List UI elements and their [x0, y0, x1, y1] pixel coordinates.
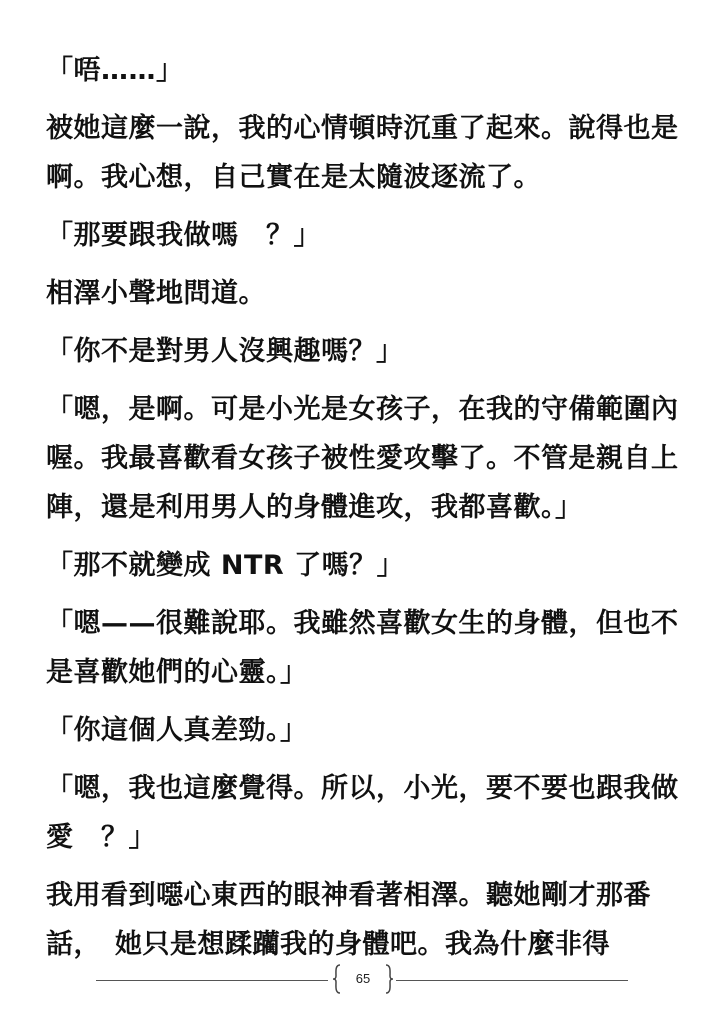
footer-rule-left: [96, 980, 328, 981]
paragraph-9: 「你這個人真差勁。」: [46, 715, 308, 746]
paragraph-10: 「嗯，我也這麼覺得。所以，小光，要不要也跟我做愛 ？」: [46, 773, 679, 853]
body-text: [46, 46, 686, 978]
paragraph-2: 被她這麼一說，我的心情頓時沉重了起來。說得也是啊。我心想，自己實在是太隨波逐流了。: [46, 113, 679, 193]
footer-rule-right: [396, 980, 628, 981]
paragraph-6: 「嗯，是啊。可是小光是女孩子，在我的守備範圍內喔。我最喜歡看女孩子被性愛攻擊了。不管是親自上陣，還是利用男人的身體進攻，我都喜歡。」: [46, 394, 679, 523]
paragraph-11: 我用看到噁心東西的眼神看著相澤。聽她剛才那番話， 她只是想蹂躪我的身體吧。我為什麼非得: [46, 880, 651, 960]
paragraph-4: 相澤小聲地問道。: [46, 278, 266, 309]
paragraph-3: 「那要跟我做嗎 ？」: [46, 220, 321, 251]
paragraph-1: 「唔……」: [46, 55, 184, 86]
right-bracket-ornament: [384, 964, 394, 994]
paragraph-7: 「那不就變成 NTR 了嗎？」: [46, 550, 405, 581]
page-footer: [96, 964, 628, 996]
paragraph-5: 「你不是對男人沒興趣嗎？」: [46, 336, 404, 367]
left-bracket-ornament: [332, 964, 342, 994]
paragraph-8: 「嗯——很難說耶。我雖然喜歡女生的身體，但也不是喜歡她們的心靈。」: [46, 608, 679, 688]
page-number: 65: [355, 971, 371, 986]
